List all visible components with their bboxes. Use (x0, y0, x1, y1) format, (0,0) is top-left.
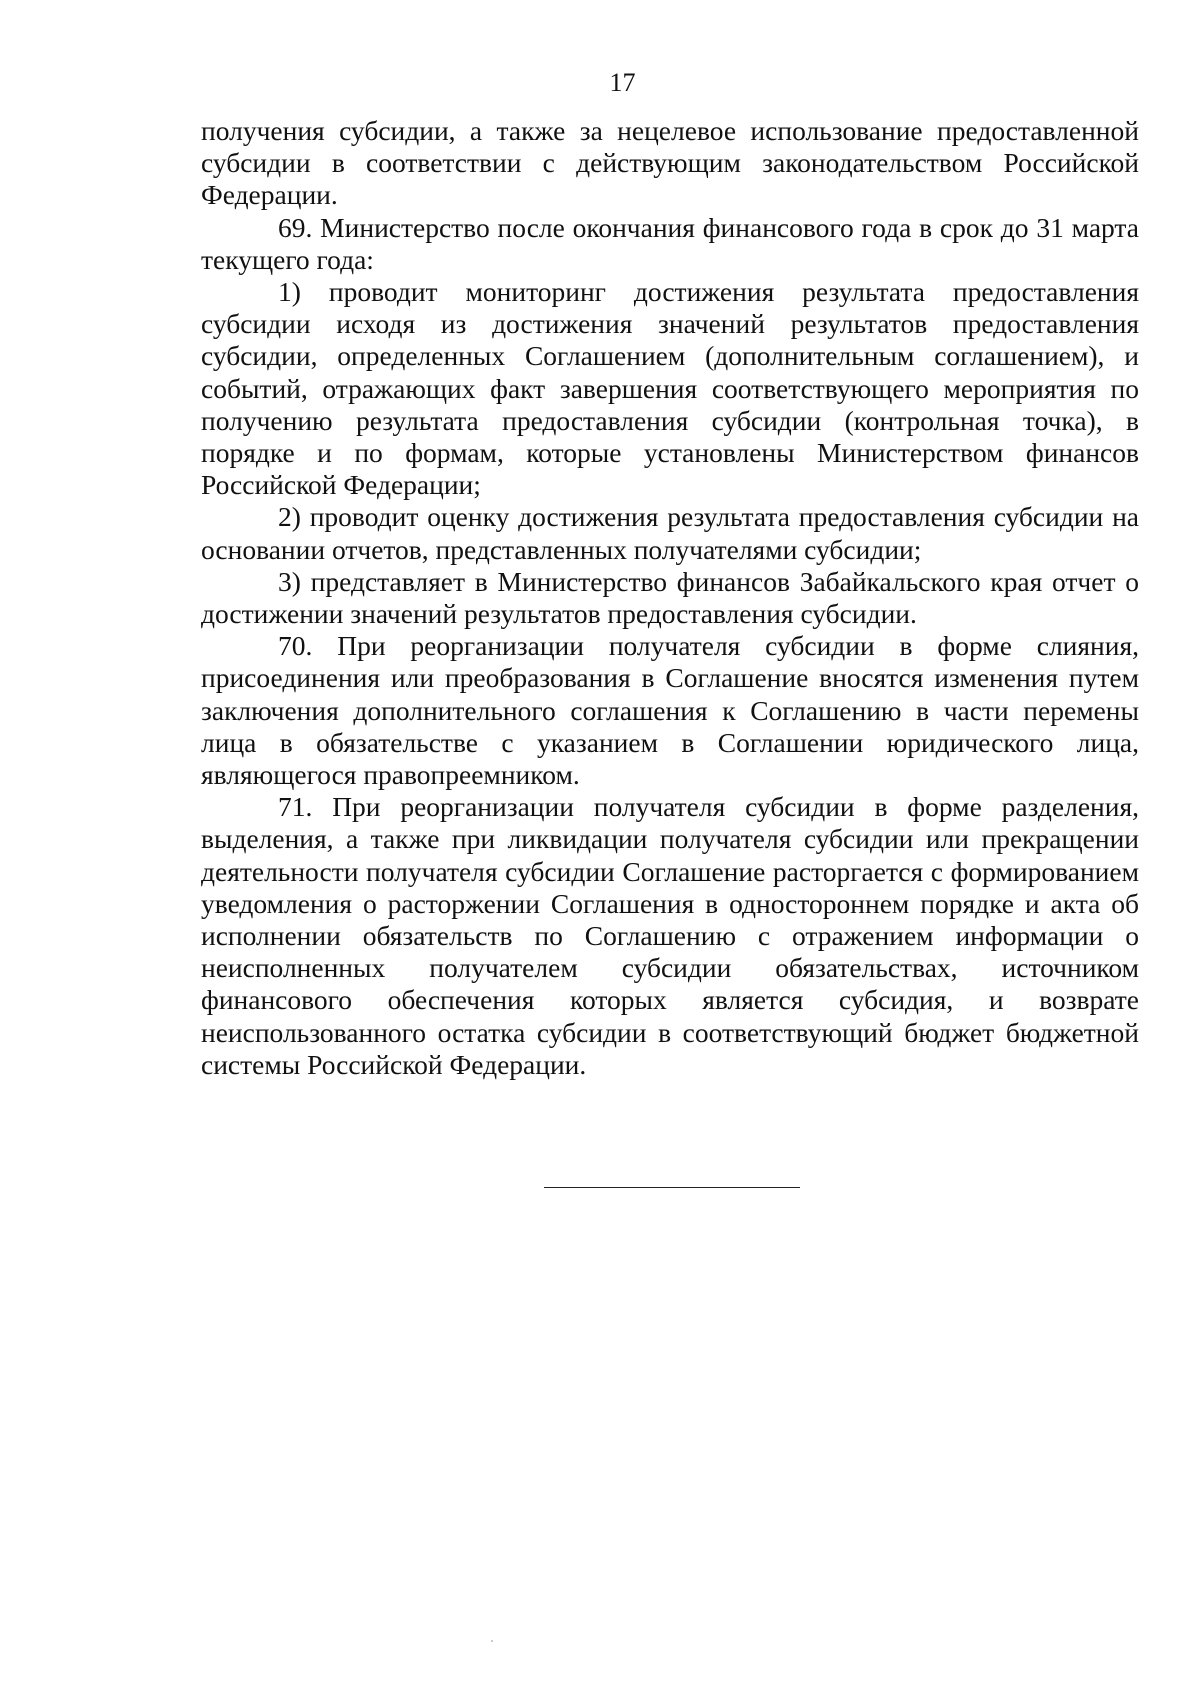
paragraph-subitem-3: 3) представляет в Министерство финансов Забайкальского края отчет о достижении значений результатов предоставления субсидии. (201, 565, 1139, 630)
paragraph-subitem-2: 2) проводит оценку достижения результата предоставления субсидии на основании отчетов, представленных получателями субсидии; (201, 501, 1139, 565)
paragraph-item-70: 70. При реорганизации получателя субсидии в форме слияния, присоединения или преобразования в Соглашение вносятся изменения путем заключения дополнительного соглашения к Соглашению в части перемены лица в обязательстве с указанием в Соглашении юридического лица, являющегося правопреемником. (201, 630, 1139, 791)
page-number: 17 (609, 68, 636, 97)
paragraph-subitem-1: 1) проводит мониторинг достижения результата предоставления субсидии исходя из достижения значений результатов предоставления субсидии, определенных Соглашением (дополнительным соглашением), и событий, отражающих факт завершения соответствующего мероприятия по получению результата предоставления субсидии (контрольная точка), в порядке и по формам, которые установлены Министерством финансов Российской Федерации; (201, 276, 1139, 501)
paragraph-item-69: 69. Министерство после окончания финансового года в срок до 31 марта текущего года: (201, 211, 1139, 275)
document-body (201, 115, 1139, 1081)
paragraph-continuation: получения субсидии, а также за нецелевое использование предоставленной субсидии в соответствии с действующим законодательством Российской Федерации. (201, 115, 1139, 211)
paragraph-item-71: 71. При реорганизации получателя субсидии в форме разделения, выделения, а также при ликвидации получателя субсидии или прекращении деятельности получателя субсидии Соглашение расторгается с формированием уведомления о расторжении Соглашения в одностороннем порядке и акта об исполнении обязательств по Соглашению с отражением информации о неисполненных получателем субсидии обязательствах, источником финансового обеспечения которых является субсидия, и возврате неиспользованного остатка субсидии в соответствующий бюджет бюджетной системы Российской Федерации. (201, 791, 1139, 1080)
scan-artifact (491, 1640, 493, 1642)
end-of-document-rule (544, 1187, 800, 1188)
